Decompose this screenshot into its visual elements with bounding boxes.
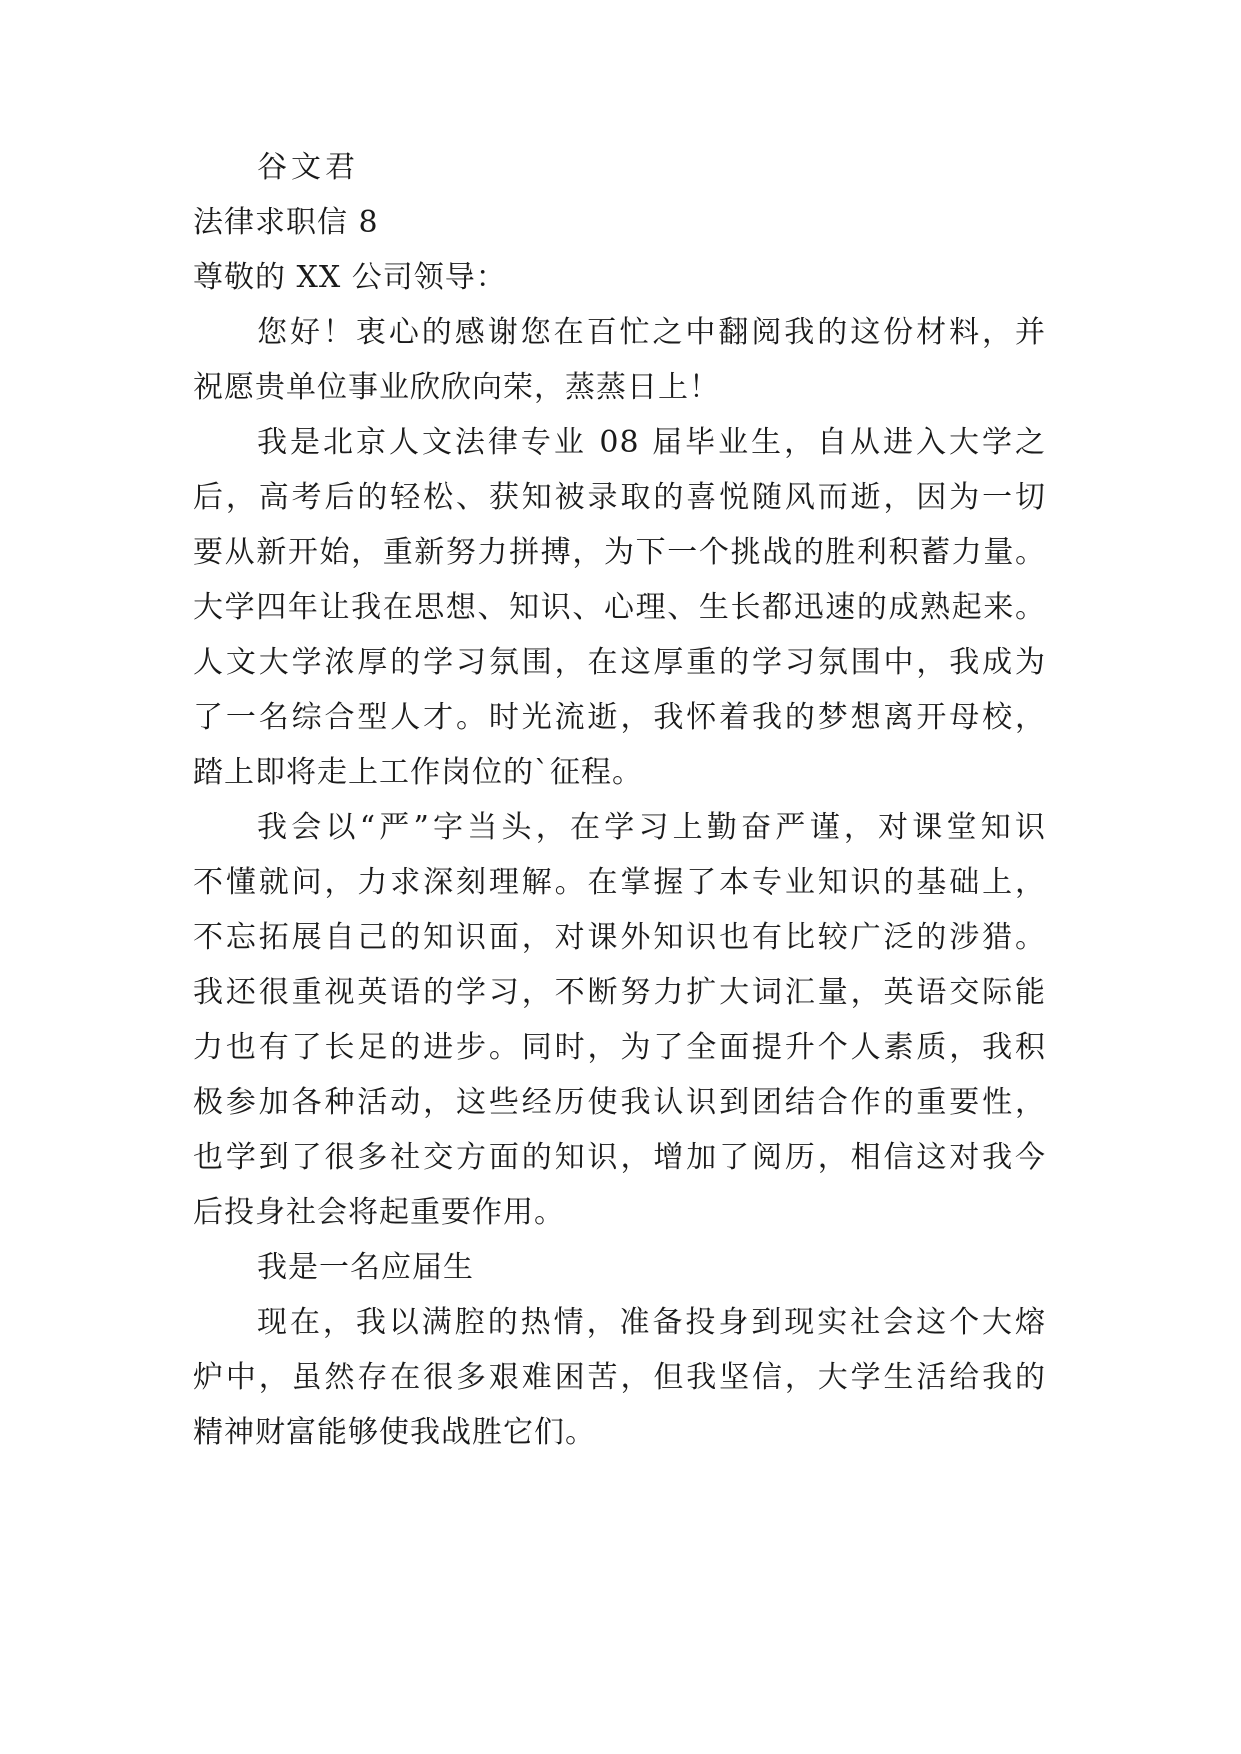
- paragraph-line: 后投身社会将起重要作用。: [193, 1195, 565, 1230]
- paragraph-line: 也学到了很多社交方面的知识，增加了阅历，相信这对我今: [193, 1140, 1046, 1175]
- paragraph-line: 力也有了长足的进步。同时，为了全面提升个人素质，我积: [193, 1030, 1046, 1065]
- paragraph-line: 了一名综合型人才。时光流逝，我怀着我的梦想离开母校，: [193, 700, 1046, 735]
- paragraph-line: 极参加各种活动，这些经历使我认识到团结合作的重要性，: [193, 1085, 1046, 1120]
- paragraph-line: 现在，我以满腔的热情，准备投身到现实社会这个大熔: [257, 1305, 1046, 1340]
- paragraph-line: 炉中，虽然存在很多艰难困苦，但我坚信，大学生活给我的: [193, 1360, 1046, 1395]
- paragraph-line: 要从新开始，重新努力拼搏，为下一个挑战的胜利积蓄力量。: [193, 535, 1046, 570]
- paragraph-line: 踏上即将走上工作岗位的`征程。: [193, 755, 643, 790]
- paragraph-line: 不忘拓展自己的知识面，对课外知识也有比较广泛的涉猎。: [193, 920, 1046, 955]
- paragraph-line: 我是一名应届生: [257, 1250, 474, 1285]
- paragraph-line: 祝愿贵单位事业欣欣向荣，蒸蒸日上！: [193, 370, 720, 405]
- paragraph-line: 我是北京人文法律专业 08 届毕业生，自从进入大学之: [257, 425, 1046, 460]
- paragraph-line: 我还很重视英语的学习，不断努力扩大词汇量，英语交际能: [193, 975, 1046, 1010]
- paragraph-line: 后，高考后的轻松、获知被录取的喜悦随风而逝，因为一切: [193, 480, 1046, 515]
- salutation: 尊敬的 XX 公司领导：: [193, 260, 507, 295]
- paragraph-line: 您好！衷心的感谢您在百忙之中翻阅我的这份材料，并: [257, 315, 1046, 350]
- paragraph-line: 大学四年让我在思想、知识、心理、生长都迅速的成熟起来。: [193, 590, 1046, 625]
- section-title: 法律求职信 8: [193, 205, 379, 240]
- signature: 谷文君: [257, 150, 359, 185]
- paragraph-line: 精神财富能够使我战胜它们。: [193, 1415, 596, 1450]
- paragraph-line: 不懂就问，力求深刻理解。在掌握了本专业知识的基础上，: [193, 865, 1046, 900]
- paragraph-line: 我会以“严”字当头，在学习上勤奋严谨，对课堂知识: [257, 810, 1046, 845]
- paragraph-line: 人文大学浓厚的学习氛围，在这厚重的学习氛围中，我成为: [193, 645, 1046, 680]
